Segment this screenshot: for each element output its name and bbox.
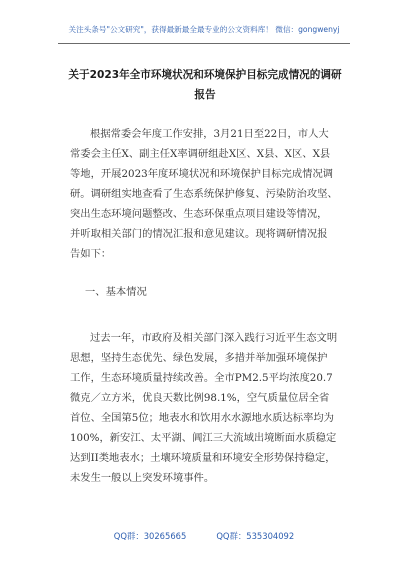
section-line: 思想，坚持生态优先、绿色发展，多措并举加强环境保护: [70, 352, 328, 364]
section-line: 微克／立方米，优良天数比例98.1%，空气质量位居全省: [70, 392, 330, 404]
section-line: 100%，新安江、太平湖、阊江三大流域出境断面水质稳定: [70, 432, 337, 444]
section-line: 达到II类地表水；土壤环境质量和环境安全形势保持稳定，: [70, 452, 336, 464]
footer-qq-group-2: QQ群：535304092: [216, 531, 295, 541]
title-line-1: 关于2023年全市环境状况和环境保护目标完成情况的调研: [68, 69, 342, 81]
intro-line: 并听取相关部门的情况汇报和意见建议。现将调研情况报: [70, 228, 328, 240]
intro-line: 研。调研组实地查看了生态系统保护修复、污染防治攻坚、: [70, 188, 338, 200]
intro-line: 根据常委会年度工作安排，3月21日至22日，市人大: [90, 128, 329, 140]
footer-qq-group-1: QQ群：30265665: [113, 531, 187, 541]
intro-line: 等地，开展2023年度环境状况和环境保护目标完成情况调: [70, 168, 334, 180]
section-line: 未发生一般以上突发环境事件。: [70, 472, 215, 484]
section-line: 首位、全国第5位；地表水和饮用水水源地水质达标率均为: [70, 412, 334, 424]
document-title: [60, 65, 350, 105]
header-divider: [58, 43, 350, 44]
page-footer: [0, 530, 408, 542]
intro-line: 突出生态环境问题整改、生态环保重点项目建设等情况，: [70, 208, 328, 220]
intro-line: 常委会主任X、副主任X率调研组赴X区、X县、X区、X县: [70, 148, 331, 160]
section-line: 工作，生态环境质量持续改善。全市PM2.5平均浓度20.7: [70, 372, 333, 384]
intro-line: 告如下：: [70, 248, 112, 260]
section-heading-basic: 一、基本情况: [85, 286, 147, 298]
section-line: 过去一年，市政府及相关部门深入践行习近平生态文明: [90, 332, 338, 344]
page-header-note: 关注头条号"公文研究"，获得最新最全最专业的公文资料库！ 微信：gongwenyj: [68, 25, 340, 34]
title-line-2: 报告: [194, 89, 216, 101]
intro-paragraph: [70, 124, 360, 264]
section-paragraph: [70, 328, 360, 488]
